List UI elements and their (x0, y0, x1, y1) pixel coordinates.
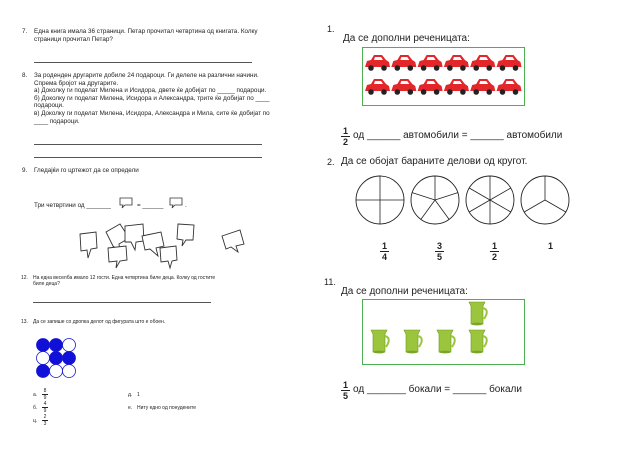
q7-number: 7. (22, 28, 28, 35)
q13-text: Да се запише со дропка делот од фигурата што е обоен. (33, 319, 166, 325)
q7-text-line2: страници прочитал Петар? (34, 36, 113, 43)
q8-line: За роденден другарите добиле 24 подароци. Ги делеле на различни начини. (34, 72, 259, 79)
car-icon (391, 79, 416, 95)
q8-line: в) Доколку ги поделат Милена, Исидора, Александра и Мила, сите ќе добијат по (34, 109, 270, 117)
circles-illustration (335, 172, 595, 232)
q8-line: ____ подароци. (34, 117, 80, 125)
shaded-dot (37, 365, 50, 378)
q8-answer-line-1[interactable] (34, 144, 262, 145)
car-icon (365, 79, 390, 95)
cars-illustration (363, 48, 523, 104)
q8-line: Спрема бројот на другарите. (34, 79, 119, 87)
empty-dot (63, 365, 76, 378)
q1-sentence: од ______ автомобили = ______ автомобили (353, 130, 563, 141)
q12-answer-line[interactable] (33, 302, 211, 303)
empty-dot (63, 339, 76, 352)
empty-dot (50, 365, 63, 378)
option-d-value[interactable]: 1 (137, 392, 140, 398)
shaded-dot (37, 339, 50, 352)
q12-text-line1: На една веселба имало 12 гости. Една четвртина биле деца. Колку од гостите (33, 275, 216, 281)
car-icon (444, 55, 469, 71)
q8-number: 8. (22, 72, 28, 79)
q13-number: 13. (21, 319, 28, 325)
q8-line: б) Доколку ги поделат Милена, Исидора и Александра, трите ќе добијат по ____ (34, 94, 270, 102)
q8-text (34, 72, 270, 125)
q11-sentence: од _______ бокали = ______ бокали (353, 384, 522, 395)
speech-bubble-icon (108, 246, 127, 268)
jug-icon (469, 302, 487, 325)
q8-line: подароци. (34, 102, 64, 110)
shaded-dot (63, 352, 76, 365)
car-icon (497, 55, 522, 71)
option-b-fraction[interactable]: 4 9 (43, 401, 47, 414)
q9-expression-left: Три четвртини од _______ (34, 202, 111, 209)
option-c-label: ц. (33, 418, 38, 424)
car-icon (470, 55, 495, 71)
q12-text-line2: биле деца? (33, 281, 60, 287)
car-icon (497, 79, 522, 95)
option-e-text[interactable]: Ниту едно од понудените (137, 405, 196, 411)
option-b-label: б. (33, 405, 38, 411)
speech-bubble-icon (125, 224, 144, 250)
q9-number: 9. (22, 167, 28, 174)
shaded-dot (50, 352, 63, 365)
speech-bubble-icon (222, 230, 244, 252)
q1-number: 1. (327, 24, 335, 34)
q9-expression-eq: = ______ (137, 202, 164, 209)
jug-icon (469, 330, 487, 353)
speech-bubble-icon (80, 232, 97, 258)
divided-circle[interactable] (356, 176, 404, 224)
option-d-label: д. (128, 392, 133, 398)
divided-circle[interactable] (521, 176, 569, 224)
q9-text: Гледајќи го цртежот да се определи (34, 167, 139, 174)
option-a-fraction[interactable]: 8 9 (43, 388, 47, 401)
car-icon (470, 79, 495, 95)
car-icon (418, 55, 443, 71)
q11-number: 11. (324, 277, 336, 287)
speech-bubble-icon (177, 224, 194, 246)
jug-icon (404, 330, 422, 353)
speech-bubble-icon (160, 246, 177, 268)
dot-grid-figure (35, 337, 85, 387)
jugs-illustration (363, 300, 523, 362)
divided-circle[interactable] (466, 176, 514, 224)
q7-answer-line[interactable] (34, 62, 252, 63)
q11-title: Да се дополни реченицата: (341, 286, 468, 297)
q2-fraction-1: 1 4 (381, 241, 387, 262)
q2-number: 2. (327, 157, 335, 167)
empty-dot (37, 352, 50, 365)
speech-bubble-icon (119, 197, 133, 209)
q11-fraction: 1 5 (342, 380, 348, 401)
car-icon (418, 79, 443, 95)
shaded-dot (50, 339, 63, 352)
divided-circle[interactable] (411, 176, 459, 224)
q7-text-line1: Една книга имала 36 страници. Петар прочитал четвртина од книгата. Колку (34, 28, 258, 35)
q12-number: 12. (21, 275, 28, 281)
q2-title: Да се обојат бараните делови од кругот. (341, 156, 528, 167)
option-a-label: а. (33, 392, 38, 398)
q9-expression-end: . (185, 202, 187, 209)
q8-line: а) Доколку ги поделат Милена и Исидора, двете ќе добијат по _____ подароци. (34, 87, 267, 95)
q8-answer-line-2[interactable] (34, 157, 262, 158)
car-icon (391, 55, 416, 71)
speech-bubbles-illustration (76, 220, 276, 270)
q1-fraction: 1 2 (342, 126, 348, 147)
q2-fraction-3: 1 2 (491, 241, 497, 262)
q1-title: Да се дополни реченицата: (343, 33, 470, 44)
q2-fraction-2: 3 5 (436, 241, 442, 262)
q2-fraction-4: 1 (548, 241, 554, 251)
speech-bubble-icon (169, 197, 183, 209)
jug-icon (371, 330, 389, 353)
option-e-label: е. (128, 405, 133, 411)
option-c-fraction[interactable]: 2 3 (43, 414, 47, 427)
car-icon (444, 79, 469, 95)
jug-icon (437, 330, 455, 353)
car-icon (365, 55, 390, 71)
